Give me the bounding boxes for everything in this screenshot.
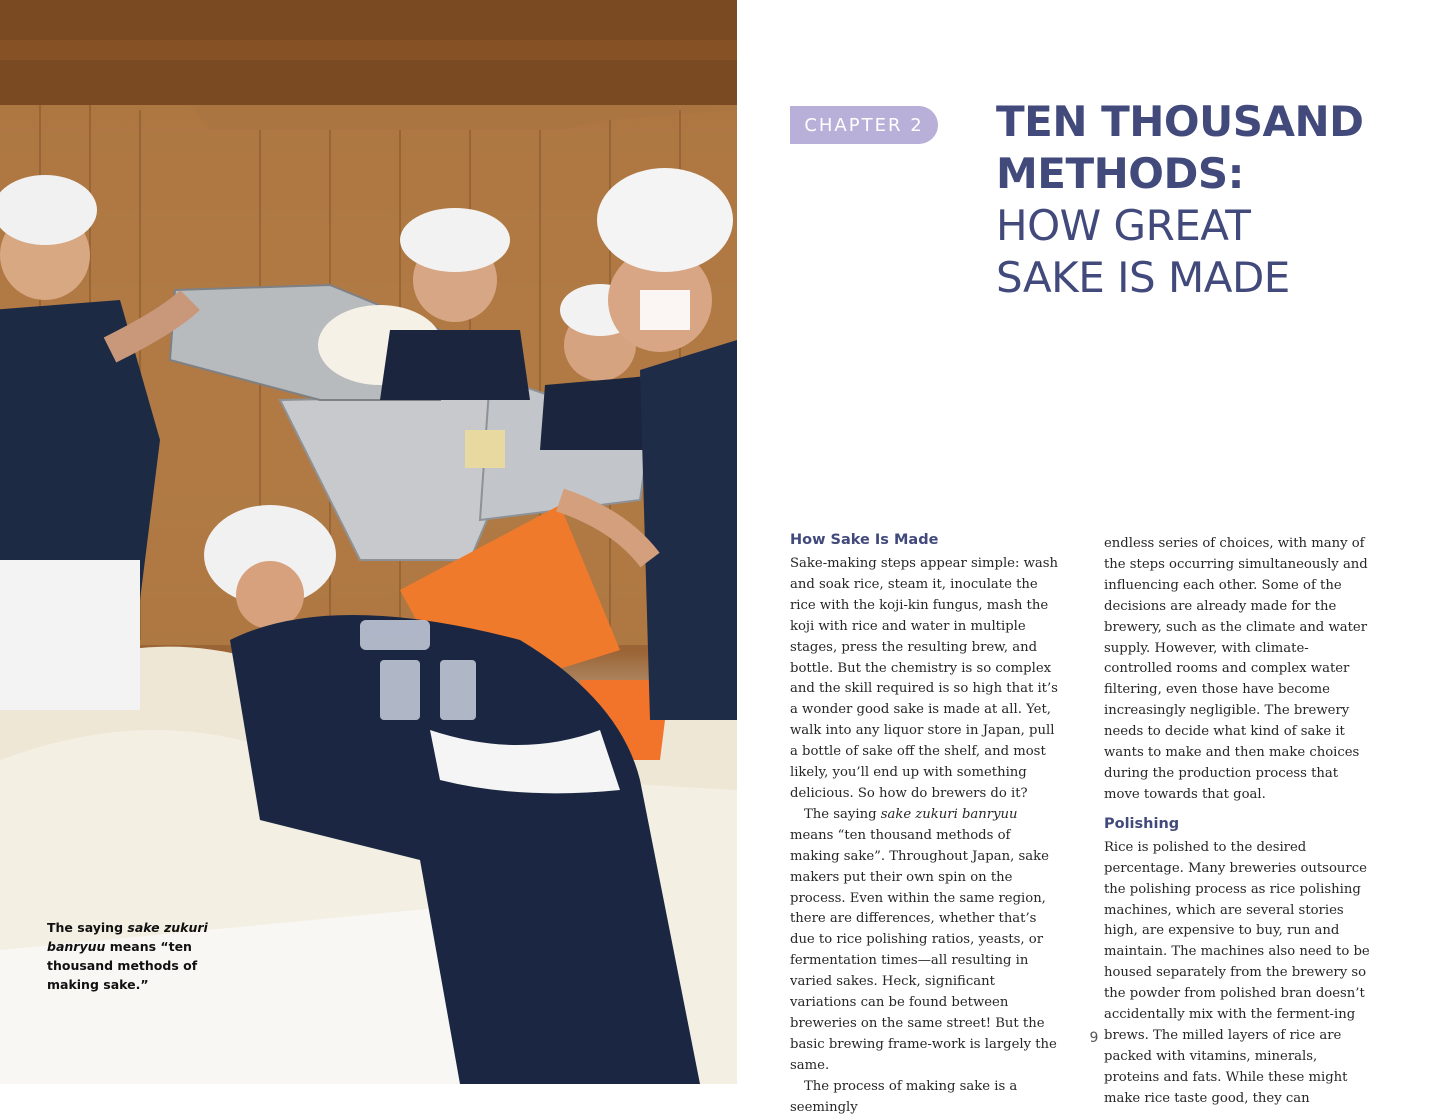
chapter-tag: [790, 106, 938, 144]
brewery-photo: [0, 0, 737, 1084]
paragraph-2: The saying sake zukuri banryuu means “ten thousand methods of making sake”. Throughout Japan, sake makers put their own spin on the process. Even within the same region, there are differences, whether that’s due to rice polishing ratios, yeasts, or fermentation times—all resulting in varied sakes. Heck, significant variations can be found between breweries on the same street! But the basic brewing frame-work is largely the same.: [790, 806, 1057, 1073]
photo-caption: The saying sake zukuri banryuu means “ten thousand methods of making sake.”: [47, 920, 208, 992]
title-line-2: METHODS:: [996, 149, 1244, 198]
section-heading-how-sake-is-made: How Sake Is Made: [790, 532, 939, 548]
text-column-left: [790, 530, 1062, 1115]
page-number: 9: [1089, 1030, 1099, 1046]
chapter-title: [996, 96, 1416, 304]
paragraph-1: Sake-making steps appear simple: wash and soak rice, steam it, inoculate the rice with the koji-kin fungus, mash the koji with rice and water in multiple stages, press the resulting brew, and bottle. But the chemistry is so complex and the skill required is so high that it’s a wonder good sake is made at all. Yet, walk into any liquor store in Japan, pull a bottle of sake off the shelf, and most likely, you’ll end up with something delicious. So how do brewers do it?: [790, 556, 1059, 801]
chapter-tag-label: CHAPTER 2: [804, 114, 924, 136]
paragraph-3-continued: endless series of choices, with many of the steps occurring simultaneously and influencing each other. Some of the decisions are already made for the brewery, such as the climate and water supply. However, with climate-controlled rooms and complex water filtering, even those have become increasingly negligible. The brewery needs to decide what kind of sake it wants to make and then make choices during the production process that move towards that goal.: [1104, 536, 1368, 802]
text-column-right: [1104, 534, 1376, 1110]
title-line-4: SAKE IS MADE: [996, 253, 1290, 302]
title-line-3: HOW GREAT: [996, 201, 1251, 250]
paragraph-3: The process of making sake is a seemingly: [790, 1078, 1018, 1115]
paragraph-4: Rice is polished to the desired percentage. Many breweries outsource the polishing process as rice polishing machines, which are several stories high, are expensive to buy, run and maintain. The machines also need to be housed separately from the brewery so the powder from polished bran doesn’t accidentally mix with the ferment-ing brews. The milled layers of rice are packed with vitamins, minerals, proteins and fats. While these might make rice taste good, they can: [1104, 839, 1370, 1106]
title-line-1: TEN THOUSAND: [996, 97, 1364, 146]
section-heading-polishing: Polishing: [1104, 815, 1180, 832]
